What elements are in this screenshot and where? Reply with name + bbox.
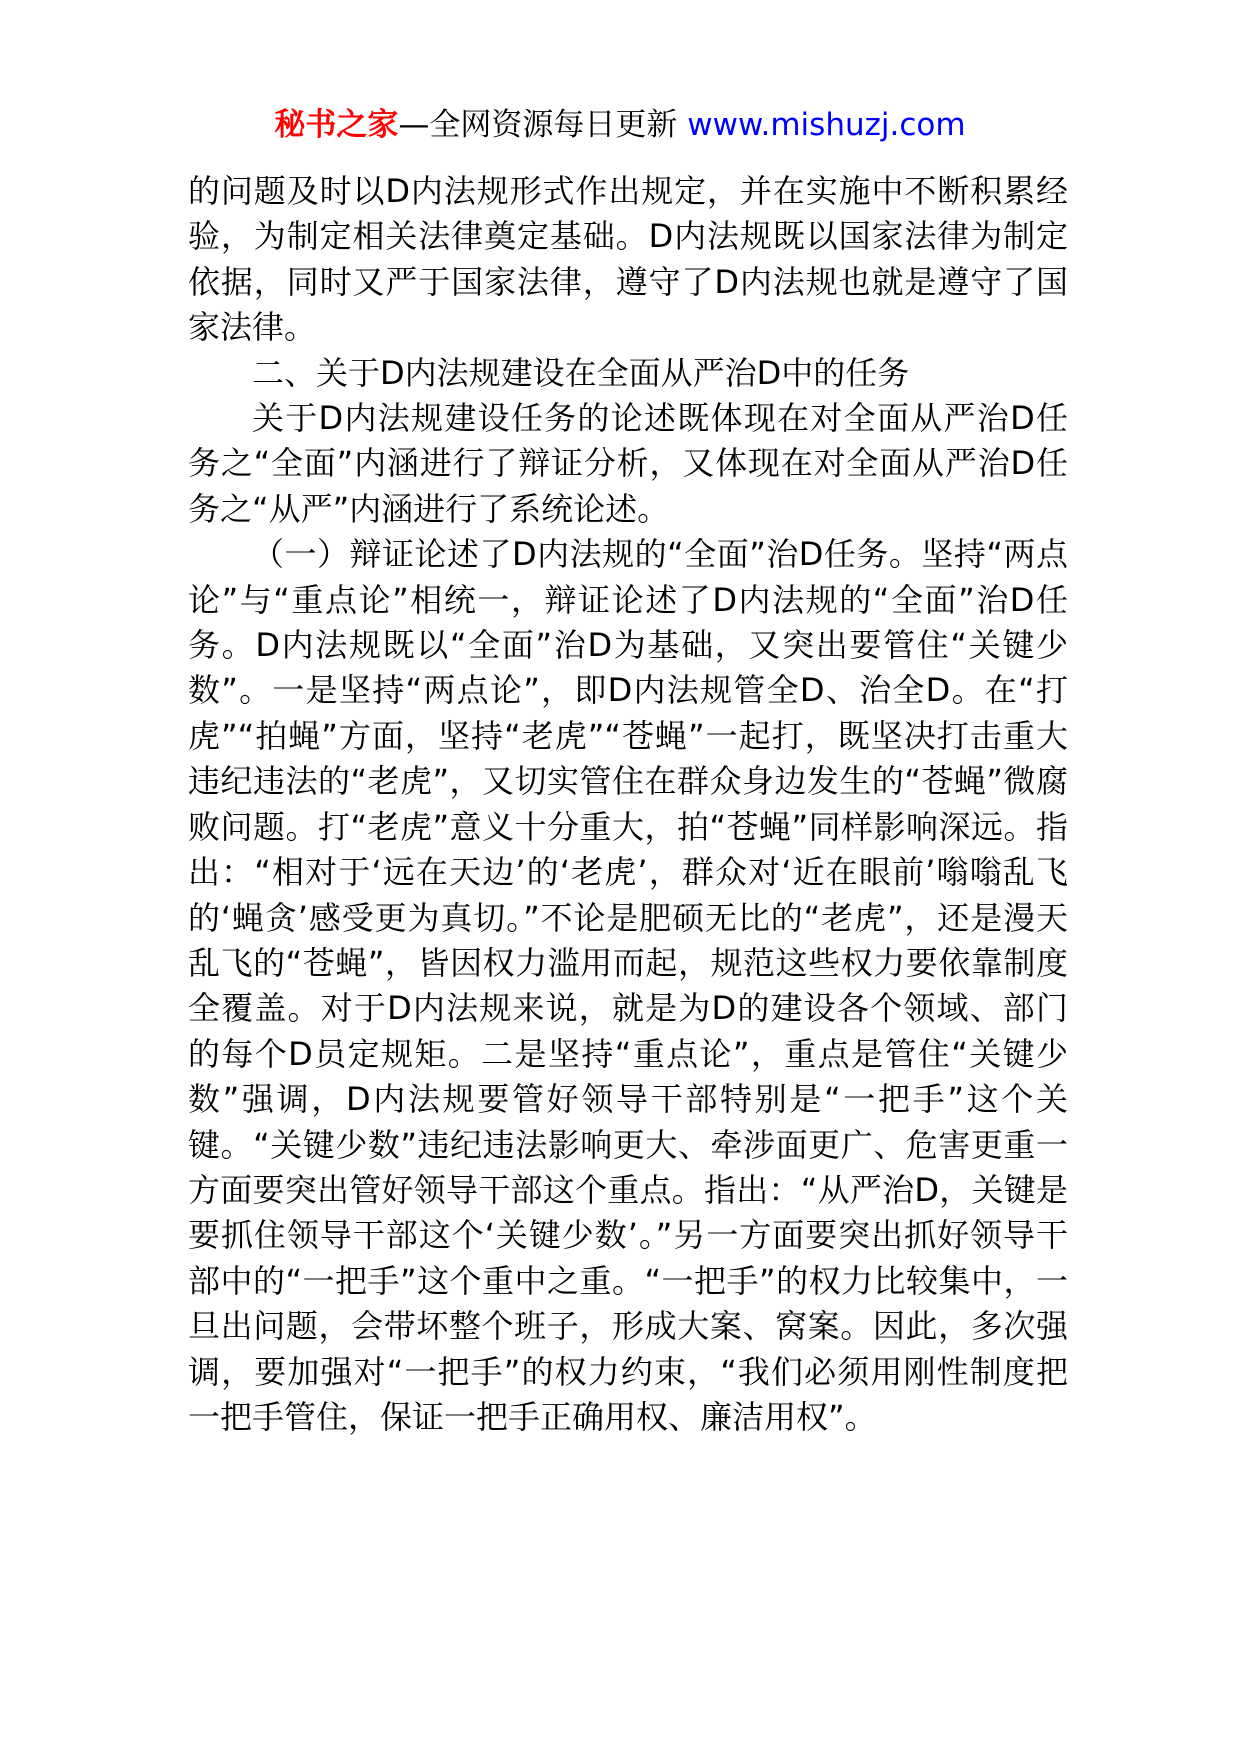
body-paragraph: 关于D内法规建设任务的论述既体现在对全面从严治D任务之“全面”内涵进行了辩证分析，又体现在对全面从严治D任务之“从严”内涵进行了系统论述。 bbox=[188, 399, 1068, 528]
section-heading: 二、关于D内法规建设在全面从严治D中的任务 bbox=[252, 353, 910, 392]
header-tagline: —全网资源每日更新 bbox=[398, 107, 688, 143]
document-body bbox=[188, 169, 1068, 1440]
brand-name: 秘书之家 bbox=[274, 107, 399, 143]
body-paragraph: （一）辩证论述了D内法规的“全面”治D任务。坚持“两点论”与“重点论”相统一，辩证论述了D内法规的“全面”治D任务。D内法规既以“全面”治D为基础，又突出要管住“关键少数”。一是坚持“两点论”，即D内法规管全D、治全D。在“打虎”“拍蝇”方面，坚持“老虎”“苍蝇”一起打，既坚决打击重大违纪违法的“老虎”，又切实管住在群众身边发生的“苍蝇”微腐败问题。打“老虎”意义十分重大，拍“苍蝇”同样影响深远。指出：“相对于‘远在天边’的‘老虎’，群众对‘近在眼前’嗡嗡乱飞的‘蝇贪’感受更为真切。”不论是肥硕无比的“老虎”，还是漫天乱飞的“苍蝇”，皆因权力滥用而起，规范这些权力要依靠制度全覆盖。对于D内法规来说，就是为D的建设各个领域、部门的每个D员定规矩。二是坚持“重点论”，重点是管住“关键少数”强调，D内法规要管好领导干部特别是“一把手”这个关键。“关键少数”违纪违法影响更大、牵涉面更广、危害更重一方面要突出管好领导干部这个重点。指出：“从严治D，关键是要抓住领导干部这个‘关键少数’。”另一方面要突出抓好领导干部中的“一把手”这个重中之重。“一把手”的权力比较集中，一旦出问题，会带坏整个班子，形成大案、窝案。因此，多次强调，要加强对“一把手”的权力约束，“我们必须用刚性制度把一把手管住，保证一把手正确用权、廉洁用权”。 bbox=[188, 535, 1068, 1436]
page-header bbox=[0, 100, 1240, 150]
site-url-link[interactable]: www.mishuzj.com bbox=[687, 107, 966, 143]
body-paragraph: 的问题及时以D内法规形式作出规定，并在实施中不断积累经验，为制定相关法律奠定基础。D内法规既以国家法律为制定依据，同时又严于国家法律，遵守了D内法规也就是遵守了国家法律。 bbox=[188, 172, 1068, 347]
